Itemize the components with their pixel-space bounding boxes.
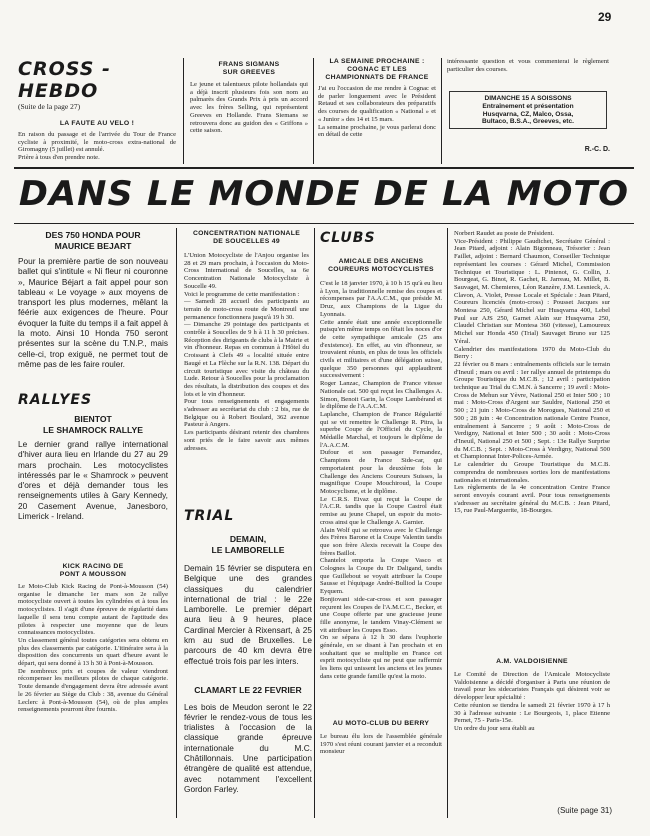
page-number: 29 — [598, 10, 612, 24]
column-divider — [313, 58, 314, 164]
continued-note: (Suite de la page 27) — [18, 102, 81, 111]
valdoisienne-text: Le Comité de Direction de l'Amicale Motocycliste Valdoisienne a décidé d'organiser à Paris une réunion de travail pour les sidecaristes Français qui désirent voir se développer leur spécialité : Cette réunion se tiendra le samedi 21 février 1970 à 17 h 30 à l'adresse suivante : Le Bourgeois, 1, place Etienne Pernet, 75 - Paris-15e. Un ordre du jour sera établi au — [454, 671, 610, 732]
suite-note: (Suite page 31) — [557, 806, 612, 815]
column-divider — [447, 228, 448, 818]
column-2 — [184, 230, 309, 520]
column-divider — [183, 58, 184, 164]
trial-section — [184, 508, 312, 836]
clubs-title: CLUBS — [320, 230, 376, 246]
dimanche-text: DIMANCHE 15 A SOISSONS Entraînement et présentation Husqvarna, CZ, Maïco, Ossa, Bultaco, B.S.A., Greeves, etc. — [482, 95, 574, 126]
signature: R.-C. D. — [584, 146, 610, 153]
trial-heading: DEMAIN, LE LAMBORELLE — [211, 534, 285, 555]
banner-title: DANS LE MONDE DE LA MOTO — [18, 174, 630, 214]
column-divider — [176, 228, 177, 818]
sigmans-section — [190, 61, 308, 161]
kick-text: Le Moto-Club Kick Racing de Pont-à-Mousson (54) organise le dimanche 1er mars son 2e rallye motocycliste ouvert à toutes les cylindrées et à tous les motocyclistes. Il s'agit d'une épreuve de régularité dans laquelle il sera tenu compte autant de l'aptitude des pilotes à respecter une moyenne que de leurs connaissances motocyclistes. Un classement général toutes catégories sera obtenu en plus des classements par catégorie. L'itinéraire sera à la disposition des concurrents un quart d'heure avant le départ, qui sera donné à 13 h 30 à Pont-à-Mousson. De nombreux prix et coupes de valeur viendront récompenser les meilleurs pilotes de chaque catégorie. Toute demande d'engagement devra être adressée avant le 26 février au Siège du Club : 38, avenue du Général Leclerc à Pont-à-Mousson (54), où de plus amples renseignements pourront être fournis. — [18, 583, 168, 714]
berry-text: Le bureau élu lors de l'assemblée générale 1970 s'est réuni courant janvier et a reconduit monsieur — [320, 733, 442, 756]
souceilles-text: L'Union Motocycliste de l'Anjou organise les 28 et 29 mars prochain, à l'occasion du Moto-Cross International de Soucelles, sa 6e Concentration Nationale Motocycliste à Soucelle 49. Voici le programme de cette manifestation : — Samedi 28 accueil des participants au terrain de moto-cross route de Montreuil une permanence fonctionnera jusqu'à 19 h 30. — Dimanche 29 pointage des participants et contrôle à Soucelles de 9 h à 11 h 30 précises. Réception des dirigeants de clubs à la Mairie et vin d'honneur. Repas en commun à l'Hôtel du Croissant à Clefs 49 « localité située entre Baugé et La Flèche sur la R.N. 138. Départ du circuit touristique avec visite du château du Lude. Retour à Soucelles pour la proclamation des résultats, la distribution des coupes et des lots et le vin d'honneur. Pour tous renseignements et engagements s'adresser au secrétariat du club : 2 bis, rue de Belgique ou à Robert Boulard, 362 avenue Pasteur à Angers. Les participants désirant retenir des chambres sont priés de le faire savoir aux mêmes adresses. — [184, 252, 309, 452]
interessante-section — [447, 58, 609, 82]
trial-text: Demain 15 février se disputera en Belgique une des grandes classiques du calendrier international de trial : le 22e Lamborelle. Le premier départ aura lieu à 9 heures, place Cardinal Mercier à Rixensart, à 25 km au sud de Bruxelles. Le parcours de 40 km devra être effectué trois fois par les inters. — [184, 563, 312, 666]
trial-title: TRIAL — [184, 508, 235, 524]
amicale-heading: AMICALE DES ANCIENS COUREURS MOTOCYCLISTES — [328, 258, 434, 273]
kick-heading: KICK RACING DE PONT A MOUSSON — [59, 563, 127, 578]
rallyes-heading: BIENTOT LE SHAMROCK RALLYE — [43, 414, 143, 435]
column-divider — [441, 58, 442, 164]
interessante-text: intéressante question et vous commenterai le règlement particulier des courses. — [447, 58, 609, 73]
rallyes-title: RALLYES — [18, 392, 93, 408]
semaine-text: J'ai eu l'occasion de me rendre à Cognac et de parler longuement avec le Président Retaud et ses collaborateurs des préparatifs des courses de qualification « National » et « Junior » des 14 et 15 mars. La semaine prochaine, je vous parlerai donc en détail de cette — [318, 85, 436, 139]
clamart-heading: CLAMART LE 22 FEVRIER — [194, 685, 302, 695]
sigmans-heading: FRANS SIGMANS SUR GREEVES — [218, 61, 280, 76]
banner-rule-top — [14, 167, 634, 169]
semaine-section — [318, 58, 436, 169]
cross-hebdo-title: CROSS - HEBDO — [18, 58, 111, 102]
dimanche-box — [449, 91, 607, 129]
column-3 — [320, 230, 442, 773]
banner — [14, 170, 634, 222]
banner-rule-bottom — [14, 223, 634, 224]
clamart-text: Les bois de Meudon seront le 22 février le rendez-vous de tous les trialistes à l'occasion de la classique grande épreuve internationale du M.C. Châtillonnais. Une participation étrangère de qualité est attendue, avec notamment l'excellent Gordon Farley. — [184, 701, 312, 794]
faute-text: En raison du passage et de l'arrivée du Tour de France cycliste à proximité, le moto-cross extra-national de Giromagny (5 juillet) est annulé. Prière à tous d'en prendre note. — [18, 131, 176, 162]
honda-heading: DES 750 HONDA POUR MAURICE BEJART — [45, 230, 141, 251]
faute-heading: LA FAUTE AU VELO ! — [59, 120, 135, 127]
honda-text: Pour la première partie de son nouveau ballet qui s'intitule « Ni fleur ni couronne », Maurice Béjart a fait appel pour son tableau « Le voyage » aux moyens de transport les plus modernes, mêlant la féérie aux exigences de l'heure. Pour évoquer la fuite du temps il a fait appel à la moto. Ainsi 10 Honda 750 seront présentes sur la scène du T.N.P., mais celle-ci, trop exiguë, ne permet tout de même pas de les faire rouler. — [18, 256, 168, 369]
column-1 — [18, 230, 168, 771]
amicale-text: C'est le 18 janvier 1970, à 10 h 15 qu'à eu lieu à Lyon, la traditionnelle remise des coupes et récompenses par l'A.A.C.M., que préside M. Druz, aux Champions de la Ligue du Lyonnais. Cette année était une année exceptionnelle puisqu'en même temps on fêtait les noces d'or de cette sympathique amicale (25 ans d'existence). En effet, au vin d'honneur, se trouvaient réunis, en plus de tous les officiels civils et militaires et d'une délégation suisse, quelque 350 personnes qui applaudirent successivement : Roger Lanzac, Champion de France vitesse Nationale cat. 500 qui reçut les Challenges A. Simon, Benoit Garin, la Coupe Lambérand et le diplôme de l'A.A.C.M. Laplanche, Champion de France Régularité qui se vit remettre le Challenge R. Pitra, la superbe Coupe de l'Officiel du Cycle, la Médaille Marchal, et toujours le diplôme de l'A.A.C.M. Dufour et son passager Fernandez, Champions de France Side-car, qui remportaient pour la deuxième fois le Challenge des Anciens Coureurs Suisses, la magnifique Coupe Mouchiroud, la Coupe Motocyclisme, et le diplôme. Le C.R.S. Eivaz qui reçut la Coupe de l'A.C.R. tandis que la Coupe Castrol était remise au jeune Chapel, un espoir du moto-cross ainsi que le Challenge A. Garnier. Alain Wolf qui se retrouva avec le Challenge des Frères Barone et la Coupe Valentin tandis que son frère Alexis recevait la Coupe des frères Baillot. Chantelot emporta la Coupe Vasco et Colognes la Coupe du Dr Daligand, tandis que Guillebout se voyait attribuer la Coupe Sausse et l'équipage André-Bulliod la Coupe Eyquem. Bonjiovani side-car-cross et son passager reçurent les Coupes de l'A.M.C.C., Becker, et une Coupe offerte par une gracieuse jeune fille anonyme, le tandem Vinay-Clément se vit attribuer les Coupes Esso. On se sépara à 12 h 30 dans l'euphorie générale, en se disant à l'an prochain et en souhaitant que se multiplie en France cet esprit motocycliste qui ne peut que raffermir les liens qui unissent les anciens et les jeunes dans cette grande famille qu'est la moto. — [320, 280, 442, 680]
sigmans-text: Le jeune et talentueux pilote hollandais qui a déjà inscrit plusieurs fois son nom au palmarès des Grands Prix à pris un accord avec les frères Selling, qui représentent Greeves en Hollande. Frans Siemans se retrouvera donc au guidon des « Griffons » cette saison. — [190, 81, 308, 135]
berry-heading: AU MOTO-CLUB DU BERRY — [332, 720, 430, 727]
valdoisienne-heading: A.M. VALDOISIENNE — [496, 658, 568, 665]
rallyes-text: Le dernier grand rallye international d'hiver aura lieu en Irlande du 27 au 29 mars prochain. Les motocyclistes intéressés par le « Shamrock » peuvent d'ores et déjà demander tous les renseignements utiles à Gary Kennedy, 20 Casement Avenue, Janesboro, Limerick - Ireland. — [18, 439, 168, 522]
column-divider — [314, 228, 315, 818]
column-4 — [454, 230, 610, 767]
berry-continued-text: Norbert Raudet au poste de Président. Vice-Président : Philippe Gaudichet, Secrétaire Général : Jean Pitard, adjoint : Alain Bigonneau, Trésorier : Jean Faillet, adjoint : Bernard Chaumon, Conseiller Technique représentant les courses : Gérard Michel, Commission Technique et Touristique : L. Pintenot, G. Collin, J. Bourgeat, G. Binot, R. Gachet, R. Jarreau, M. Millet, B. Sauvaget, M. Chemieres, Léon Ranzère, J.M. Lesnieck, A. Clavon, A. Violet, Presse Locale et Spéciale : Jean Pitard, Coureurs licenciés (moto-cross) : Pousset Jacques sur Montesa 250, Gérard Michel sur Husqvarna 400, Lebel Paul sur AJS 250, Garnet Alain sur Husqvarna 250, Claudel Christian sur Montesa 360 (vitesse), Lamoureux Michel sur Honda 450 (Trial) Sauvaget Bruno sur 125 Yéral. Calendrier des manifestations 1970 du Moto-Club du Berry : 22 février ou 8 mars : entraînements officiels sur le terrain d'Ineuil ; mars ou avril : 1er rallye annuel de printemps du Groupe Touristique du M.C.B. ; 12 avril : participation technique au Trial du C.M.N. à Sancerre ; 19 avril : Moto-Cross de Mehun sur Yèvre, National 250 et Inter 500 ; 10 mai : Moto-Cross d'Argent sur Sauldre, National 250 et 500 ; 21 juin : Moto-Cross de Morogues, National 250 et 500 ; 28 juin : 4e Concentration nationale Centre France, entraînement à Sancerre ; 9 août : Moto-Cross de Verdigny, National et Inter 500 ; 30 août : Moto-Cross d'Ineuil, National 250 et 500 ; Sept. : 13e Rallye Surprise du M.C.B. ; Sept. : Moto-Cross à Verdigny, National 500 et Championnat Inter-Polices-Armée. Le calendrier du Groupe Touristique du M.C.B. comprendra de nombreuses sorties lors de manifestations nationales et internationales. Les règlements de la 4e concentration Centre France seront envoyés courant avril. Pour tous renseignements s'adresser au secrétaire général du M.C.B. : Jean Pitard, 15, rue Paul-Marguerite, 18-Bourges. — [454, 230, 610, 515]
cross-hebdo-section — [18, 58, 176, 177]
semaine-heading: LA SEMAINE PROCHAINE : COGNAC ET LES CHAMPIONNATS DE FRANCE — [325, 58, 429, 81]
souceilles-heading: CONCENTRATION NATIONALE DE SOUCELLES 49 — [192, 230, 301, 245]
